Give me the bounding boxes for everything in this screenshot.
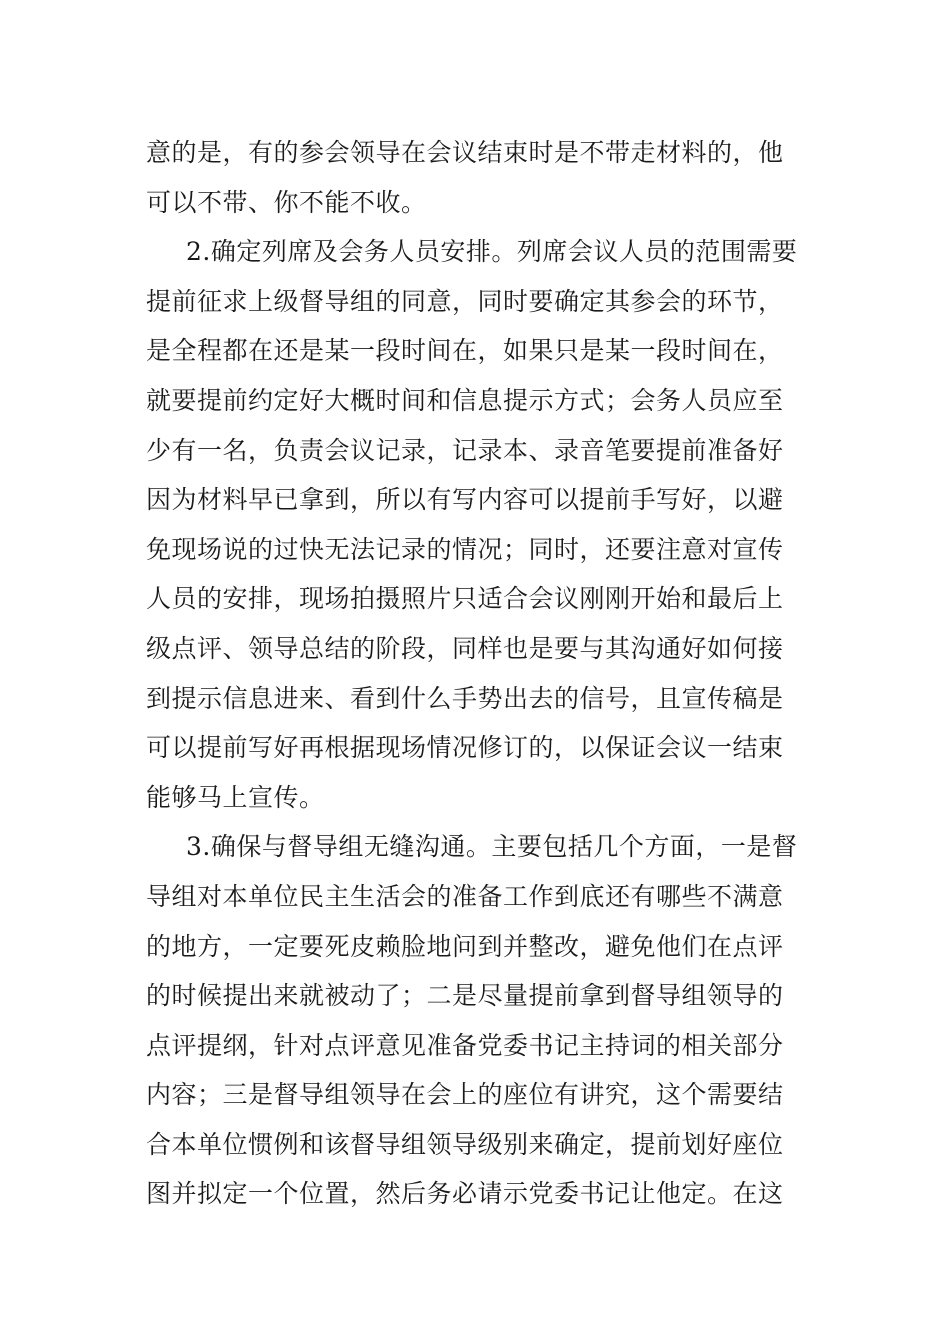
- text-line: 点评提纲，针对点评意见准备党委书记主持词的相关部分: [146, 1030, 784, 1060]
- text-line: 的时候提出来就被动了；二是尽量提前拿到督导组领导的: [146, 981, 784, 1011]
- text-line: 的地方，一定要死皮赖脸地问到并整改，避免他们在点评: [146, 931, 784, 961]
- text-line: 免现场说的过快无法记录的情况；同时，还要注意对宣传: [146, 534, 784, 564]
- text-line: 就要提前约定好大概时间和信息提示方式；会务人员应至: [146, 385, 784, 415]
- text-line: 因为材料早已拿到，所以有写内容可以提前手写好，以避: [146, 485, 784, 515]
- text-line: 少有一名，负责会议记录，记录本、录音笔要提前准备好: [146, 435, 784, 465]
- text-line: 合本单位惯例和该督导组领导级别来确定，提前划好座位: [146, 1129, 784, 1159]
- text-line: 能够马上宣传。: [146, 782, 325, 812]
- paragraph-heading-3: 3.确保与督导组无缝沟通。主要包括几个方面，一是督: [186, 832, 798, 862]
- text-line: 人员的安排，现场拍摄照片只适合会议刚刚开始和最后上: [146, 584, 784, 614]
- text-line: 提前征求上级督导组的同意，同时要确定其参会的环节，: [146, 286, 784, 316]
- text-line: 级点评、领导总结的阶段，同样也是要与其沟通好如何接: [146, 633, 784, 663]
- text-line: 图并拟定一个位置，然后务必请示党委书记让他定。在这: [146, 1179, 784, 1209]
- text-line: 到提示信息进来、看到什么手势出去的信号，且宣传稿是: [146, 683, 784, 713]
- text-line: 意的是，有的参会领导在会议结束时是不带走材料的，他: [146, 138, 784, 167]
- text-line: 内容；三是督导组领导在会上的座位有讲究，这个需要结: [146, 1080, 784, 1110]
- text-line: 可以提前写好再根据现场情况修订的，以保证会议一结束: [146, 733, 784, 763]
- body-text: [146, 128, 810, 1219]
- text-line: 可以不带、你不能不收。: [146, 187, 427, 217]
- text-line: 导组对本单位民主生活会的准备工作到底还有哪些不满意: [146, 881, 784, 911]
- paragraph-heading-2: 2.确定列席及会务人员安排。列席会议人员的范围需要: [186, 237, 798, 267]
- text-line: 是全程都在还是某一段时间在，如果只是某一段时间在，: [146, 336, 784, 366]
